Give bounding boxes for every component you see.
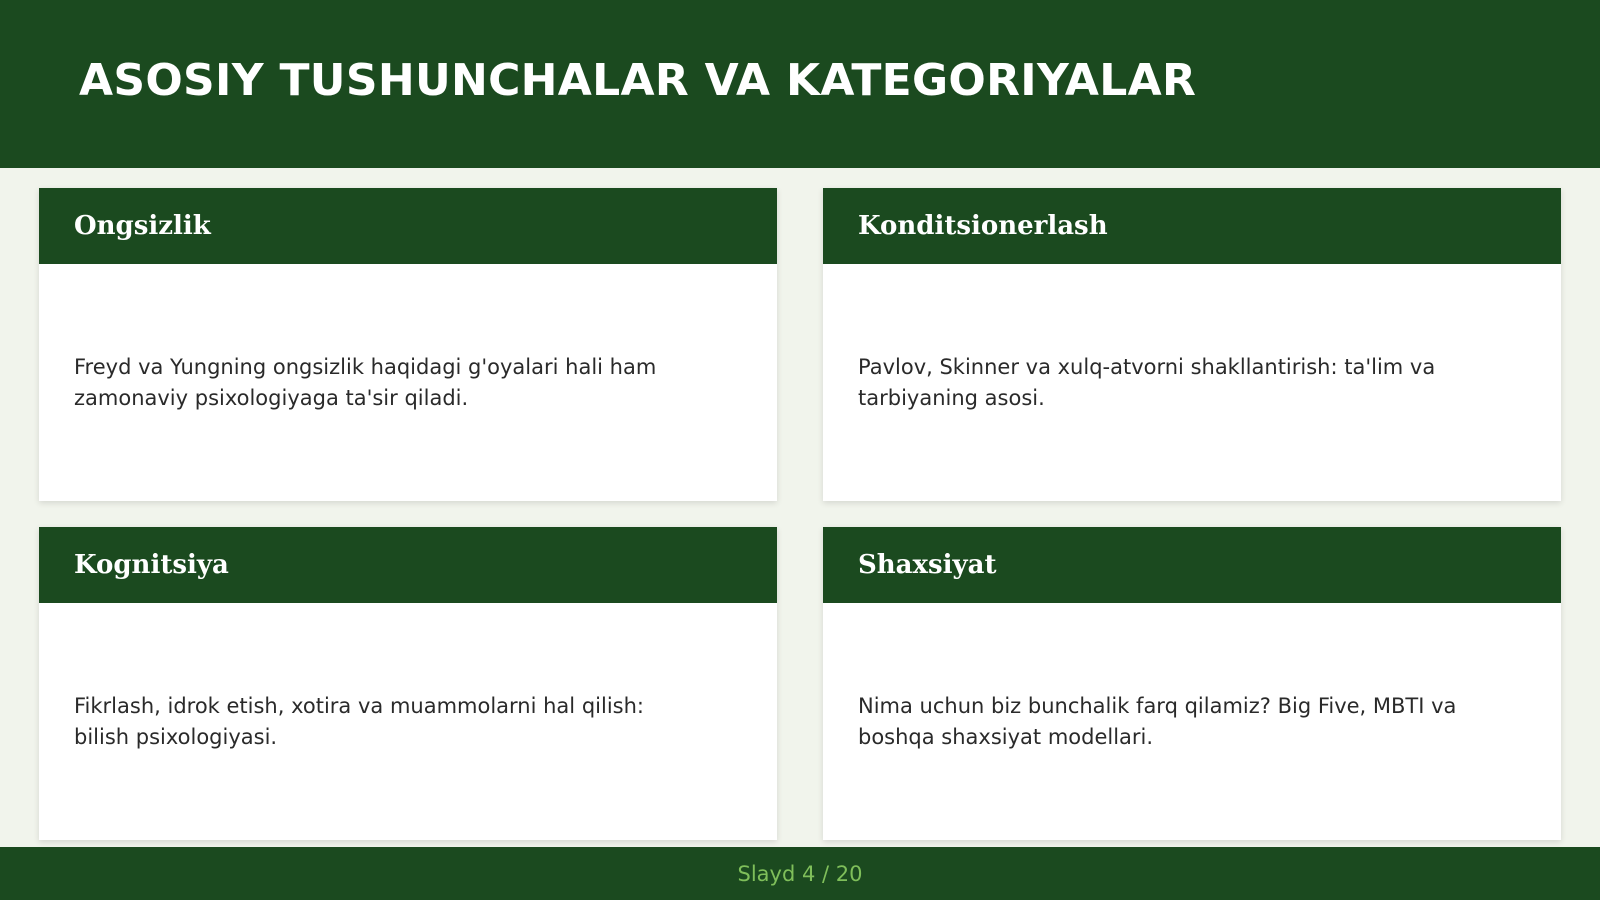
slide-footer	[0, 847, 1600, 900]
card-title: Konditsionerlash	[858, 211, 1108, 241]
slide-header	[0, 0, 1600, 168]
card-body	[823, 603, 1561, 840]
card-body	[39, 264, 777, 501]
card-title: Shaxsiyat	[858, 550, 997, 580]
card-description: Fikrlash, idrok etish, xotira va muammolarni hal qilish: bilish psixologiyasi.	[74, 693, 644, 749]
concept-card-kognitsiya	[39, 527, 777, 840]
concept-card-ongsizlik	[39, 188, 777, 501]
card-title: Kognitsiya	[74, 550, 229, 580]
card-body	[823, 264, 1561, 501]
card-header	[39, 188, 777, 264]
card-description: Freyd va Yungning ongsizlik haqidagi g'oyalari hali ham zamonaviy psixologiyaga ta'sir qiladi.	[74, 354, 657, 410]
slide-title: ASOSIY TUSHUNCHALAR VA KATEGORIYALAR	[79, 54, 1197, 106]
card-header	[823, 188, 1561, 264]
card-title: Ongsizlik	[74, 211, 211, 241]
concept-card-konditsionerlash	[823, 188, 1561, 501]
card-description: Pavlov, Skinner va xulq-atvorni shakllantirish: ta'lim va tarbiyaning asosi.	[858, 354, 1436, 410]
card-header	[823, 527, 1561, 603]
slide-counter: Slayd 4 / 20	[737, 861, 863, 886]
card-body	[39, 603, 777, 840]
card-description: Nima uchun biz bunchalik farq qilamiz? Big Five, MBTI va boshqa shaxsiyat modellari.	[858, 693, 1457, 749]
card-header	[39, 527, 777, 603]
concept-card-shaxsiyat	[823, 527, 1561, 840]
